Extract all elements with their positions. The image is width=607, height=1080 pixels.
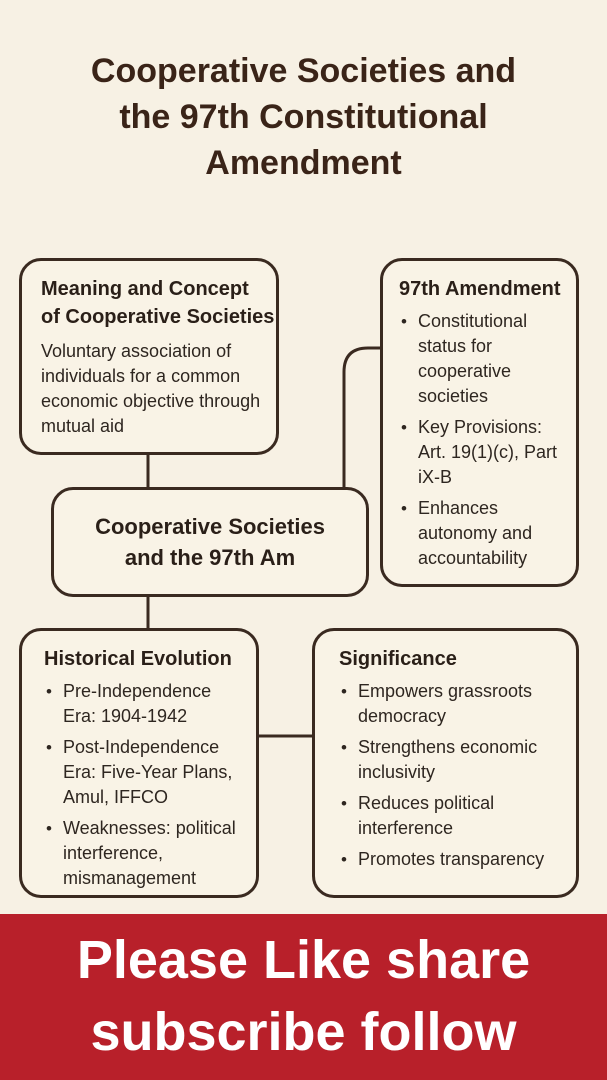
cta-line-2: subscribe follow: [90, 1002, 517, 1062]
history-item: • Weaknesses: political interference, mismanagement: [44, 816, 248, 891]
significance-item: • Strengthens economic inclusivity: [339, 735, 570, 785]
amendment-heading: 97th Amendment: [399, 278, 561, 300]
title-line-1: Cooperative Societies and: [90, 52, 517, 90]
title-line-2: the 97th Constitutional: [119, 98, 488, 136]
meaning-body: Voluntary association of individuals for a common economic objective through mutual aid: [41, 341, 261, 436]
significance-box: [312, 628, 579, 898]
history-box: [19, 628, 259, 898]
cta-line-1: Please Like share: [76, 930, 531, 990]
meaning-heading-line-1: Meaning and Concept: [41, 278, 249, 300]
title-line-3: Amendment: [205, 144, 402, 182]
center-line-1: Cooperative Societies: [95, 514, 325, 539]
significance-item: • Promotes transparency: [339, 847, 570, 872]
history-list: [44, 679, 248, 891]
meaning-heading: [41, 275, 275, 331]
history-heading: Historical Evolution: [44, 648, 232, 670]
meaning-box: [19, 258, 279, 455]
amendment-item: • Constitutional status for cooperative societies: [399, 309, 568, 409]
significance-list: [339, 679, 570, 872]
history-item: • Post-Independence Era: Five-Year Plans, Amul, IFFCO: [44, 735, 248, 810]
amendment-item: • Enhances autonomy and accountability: [399, 496, 568, 571]
connector-center-amendment: [344, 348, 382, 487]
significance-item: • Empowers grassroots democracy: [339, 679, 570, 729]
center-box: [51, 487, 369, 597]
amendment-box: [380, 258, 579, 587]
significance-item: • Reduces political interference: [339, 791, 570, 841]
amendment-list: [399, 309, 568, 571]
center-line-2: and the 97th Am: [124, 545, 296, 570]
history-item: • Pre-Independence Era: 1904-1942: [44, 679, 248, 729]
meaning-heading-line-2: of Cooperative Societies: [41, 306, 275, 328]
amendment-item: • Key Provisions: Art. 19(1)(c), Part iX-B: [399, 415, 568, 490]
cta-banner: [0, 914, 607, 1080]
significance-heading: Significance: [339, 648, 457, 670]
